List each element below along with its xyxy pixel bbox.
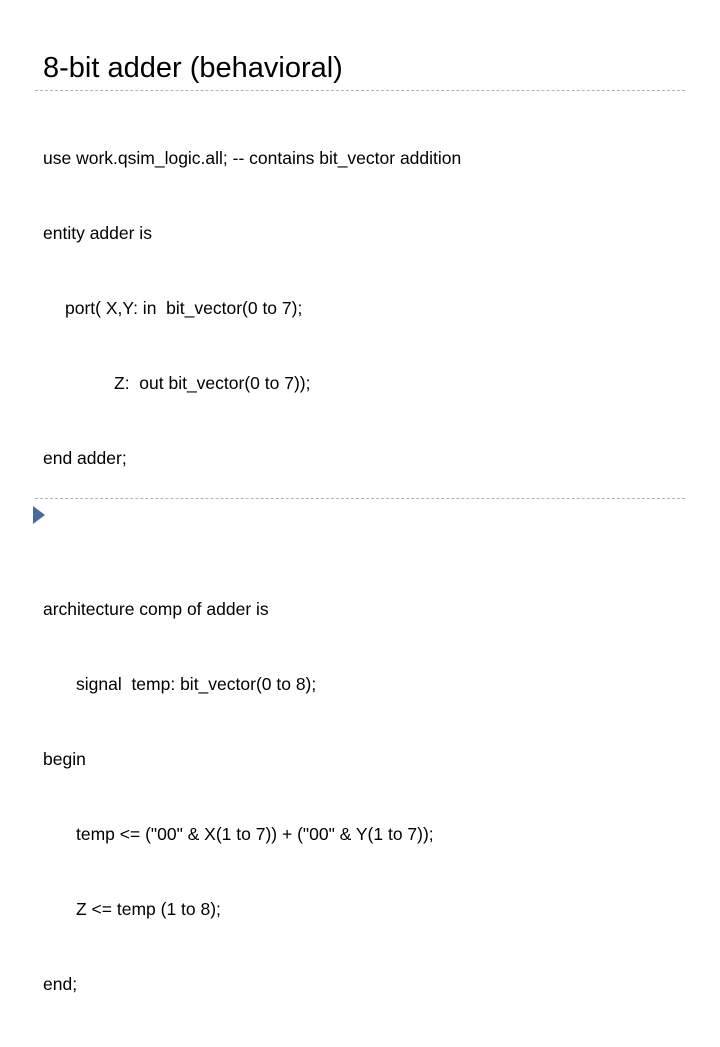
code-line: Z: out bit_vector(0 to 7)); (114, 373, 311, 393)
code-line: end adder; (43, 448, 127, 468)
code-line-blank (43, 521, 461, 547)
code-line: signal temp: bit_vector(0 to 8); (76, 674, 317, 694)
slide-title: 8-bit adder (behavioral) (43, 52, 343, 84)
code-line: entity adder is (43, 223, 152, 243)
code-line: architecture comp of adder is (43, 599, 269, 619)
code-line: use work.qsim_logic.all; -- contains bit_vector addition (43, 148, 462, 168)
code-line: temp <= ("00" & X(1 to 7)) + ("00" & Y(1 to 7)); (76, 824, 434, 844)
code-line: end; (43, 974, 78, 994)
code-line: Z <= temp (1 to 8); (76, 899, 221, 919)
title-divider (35, 90, 685, 91)
triangle-right-icon (33, 506, 45, 524)
code-line: begin (43, 749, 86, 769)
code-line: port( X,Y: in bit_vector(0 to 7); (65, 298, 303, 318)
footer-divider (35, 498, 685, 499)
code-block (43, 96, 461, 1047)
